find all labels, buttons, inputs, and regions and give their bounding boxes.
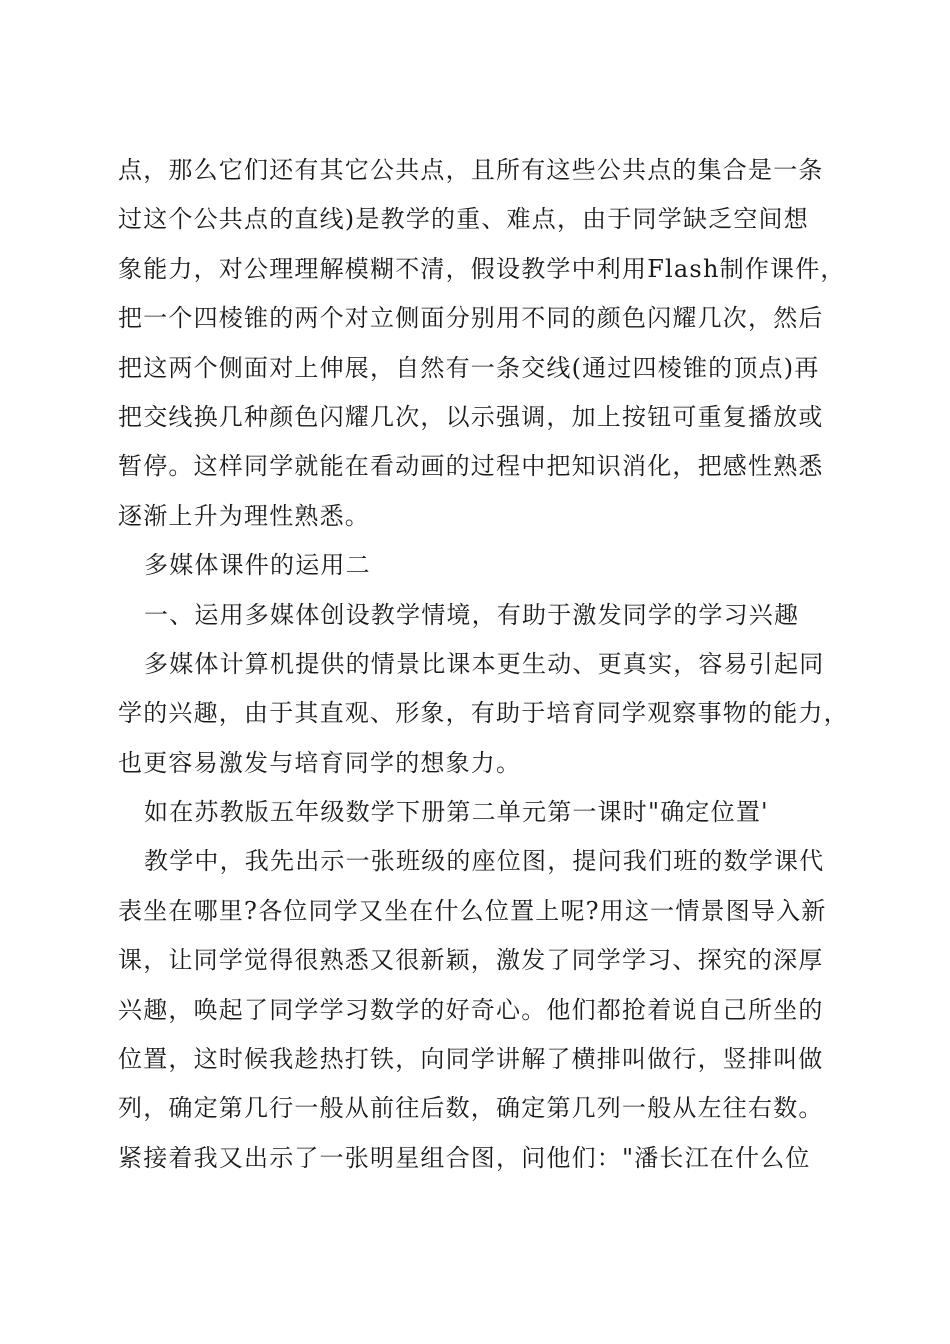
text-line: 暂停。这样同学就能在看动画的过程中把知识消化，把感性熟悉 [118, 452, 824, 481]
text-line: 列，确定第几行一般从前往后数，确定第几列一般从左往右数。 [118, 1094, 824, 1123]
text-line: 一、运用多媒体创设教学情境，有助于激发同学的学习兴趣 [144, 600, 800, 629]
text-line: 课，让同学觉得很熟悉又很新颖，激发了同学学习、探究的深厚 [118, 946, 824, 975]
text-line: 也更容易激发与培育同学的想象力。 [118, 748, 522, 777]
text-line: 多媒体计算机提供的情景比课本更生动、更真实，容易引起同 [144, 649, 825, 678]
text-line: 教学中，我先出示一张班级的座位图，提问我们班的数学课代 [144, 847, 825, 876]
text-line: 逐渐上升为理性熟悉。 [118, 501, 370, 530]
text-line: 位置，这时候我趁热打铁，向同学讲解了横排叫做行，竖排叫做 [118, 1045, 824, 1074]
text-line: 把一个四棱锥的两个对立侧面分别用不同的颜色闪耀几次，然后 [118, 304, 824, 333]
text-line: 紧接着我又出示了一张明星组合图，问他们："潘长江在什么位 [118, 1143, 811, 1172]
text-line: 象能力，对公理理解模糊不清，假设教学中利用Flash制作课件， [118, 254, 846, 283]
text-line: 过这个公共点的直线)是教学的重、难点，由于同学缺乏空间想 [118, 205, 809, 234]
text-line: 多媒体课件的运用二 [144, 551, 371, 580]
text-line: 学的兴趣，由于其直观、形象，有助于培育同学观察事物的能力， [118, 699, 849, 728]
text-line: 如在苏教版五年级数学下册第二单元第一课时"确定位置' [144, 798, 769, 827]
text-line: 点，那么它们还有其它公共点，且所有这些公共点的集合是一条 [118, 156, 824, 184]
document-body [118, 146, 858, 1183]
text-line: 表坐在哪里?各位同学又坐在什么位置上呢?用这一情景图导入新 [118, 896, 827, 925]
text-line: 把这两个侧面对上伸展，自然有一条交线(通过四棱锥的顶点)再 [118, 353, 820, 382]
text-line: 兴趣，唤起了同学学习数学的好奇心。他们都抢着说自己所坐的 [118, 995, 824, 1024]
text-line: 把交线换几种颜色闪耀几次，以示强调，加上按钮可重复播放或 [118, 402, 824, 431]
